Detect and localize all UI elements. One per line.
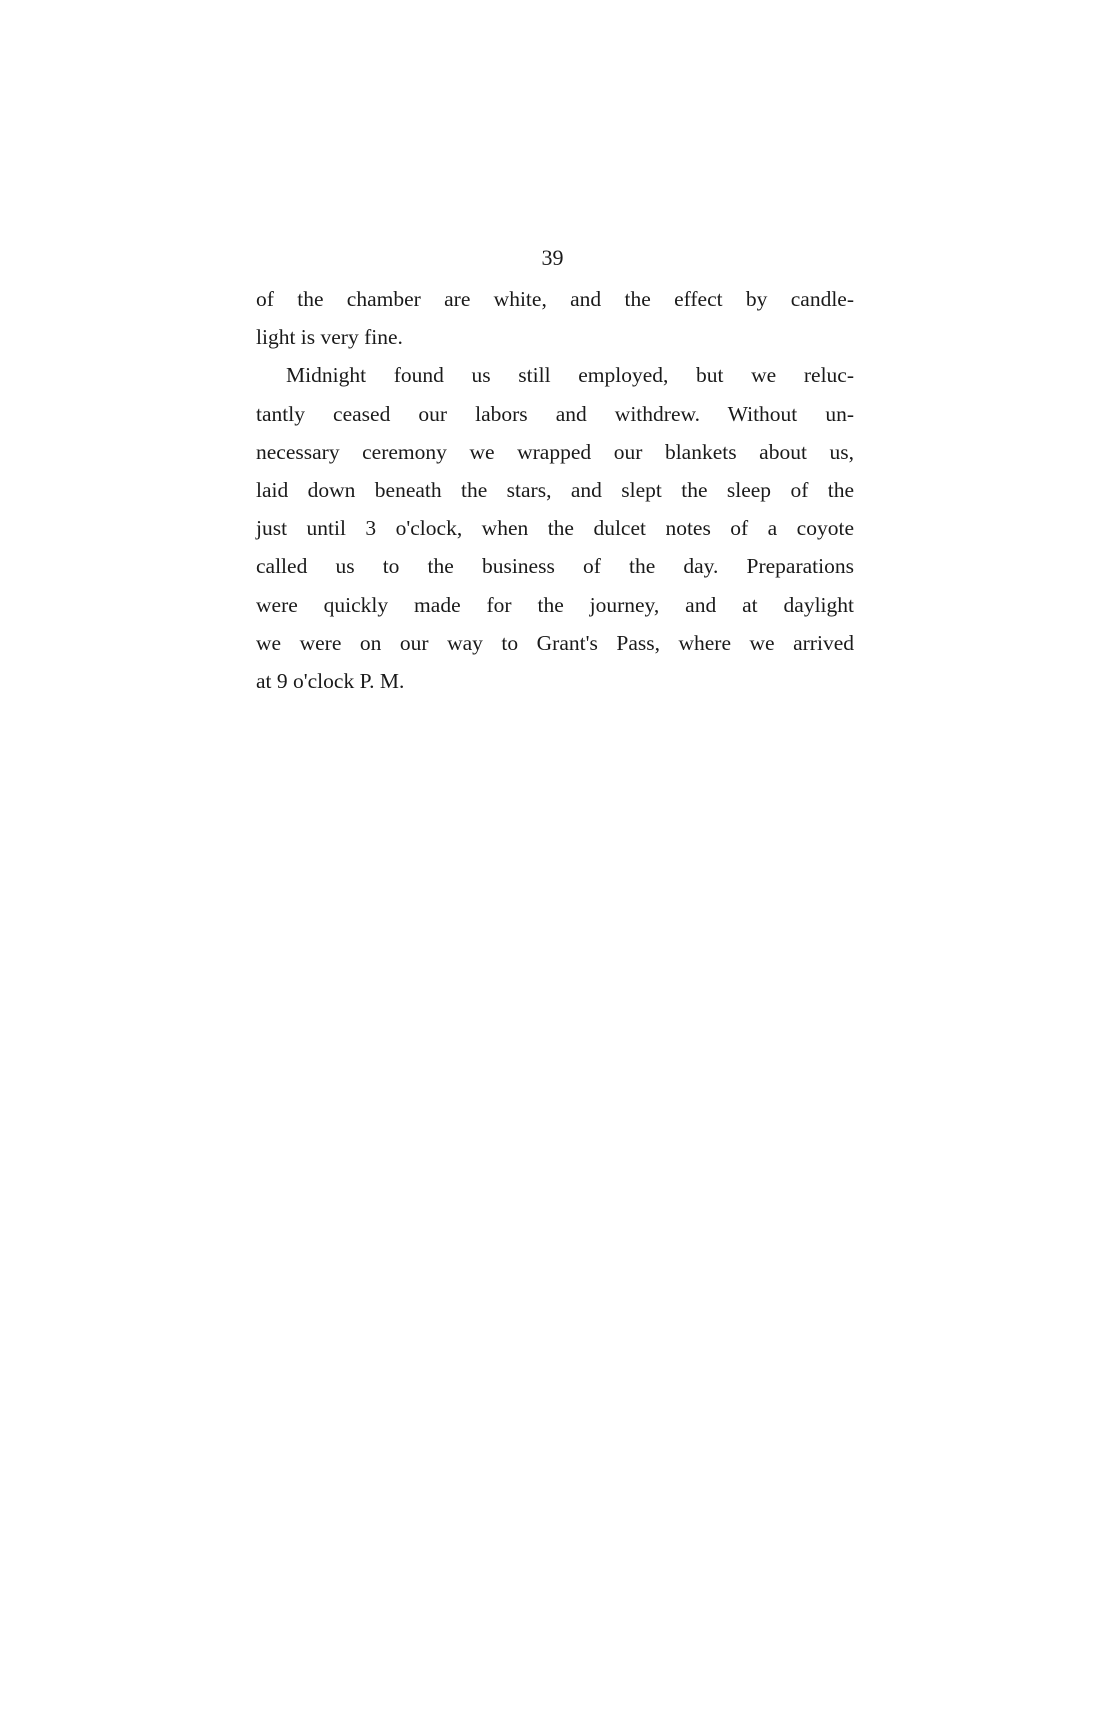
text-line: at 9 o'clock P. M. (256, 668, 405, 693)
text-line: called us to the business of the day. Preparations (256, 554, 854, 579)
page-number: 39 (541, 245, 564, 270)
body-text (256, 280, 854, 700)
paragraph-2 (256, 356, 854, 700)
paragraph-1 (256, 280, 854, 356)
text-line: we were on our way to Grant's Pass, where we arrived (256, 630, 854, 655)
text-line: Midnight found us still employed, but we reluc- (286, 363, 854, 388)
text-line: light is very fine. (256, 325, 403, 350)
text-line: were quickly made for the journey, and at daylight (256, 592, 854, 617)
text-line: just until 3 o'clock, when the dulcet notes of a coyote (256, 516, 854, 541)
text-line: tantly ceased our labors and withdrew. Without un- (256, 401, 854, 426)
text-line: laid down beneath the stars, and slept the sleep of the (256, 477, 854, 502)
text-line: necessary ceremony we wrapped our blankets about us, (256, 439, 854, 464)
text-line: of the chamber are white, and the effect by candle- (256, 287, 854, 311)
